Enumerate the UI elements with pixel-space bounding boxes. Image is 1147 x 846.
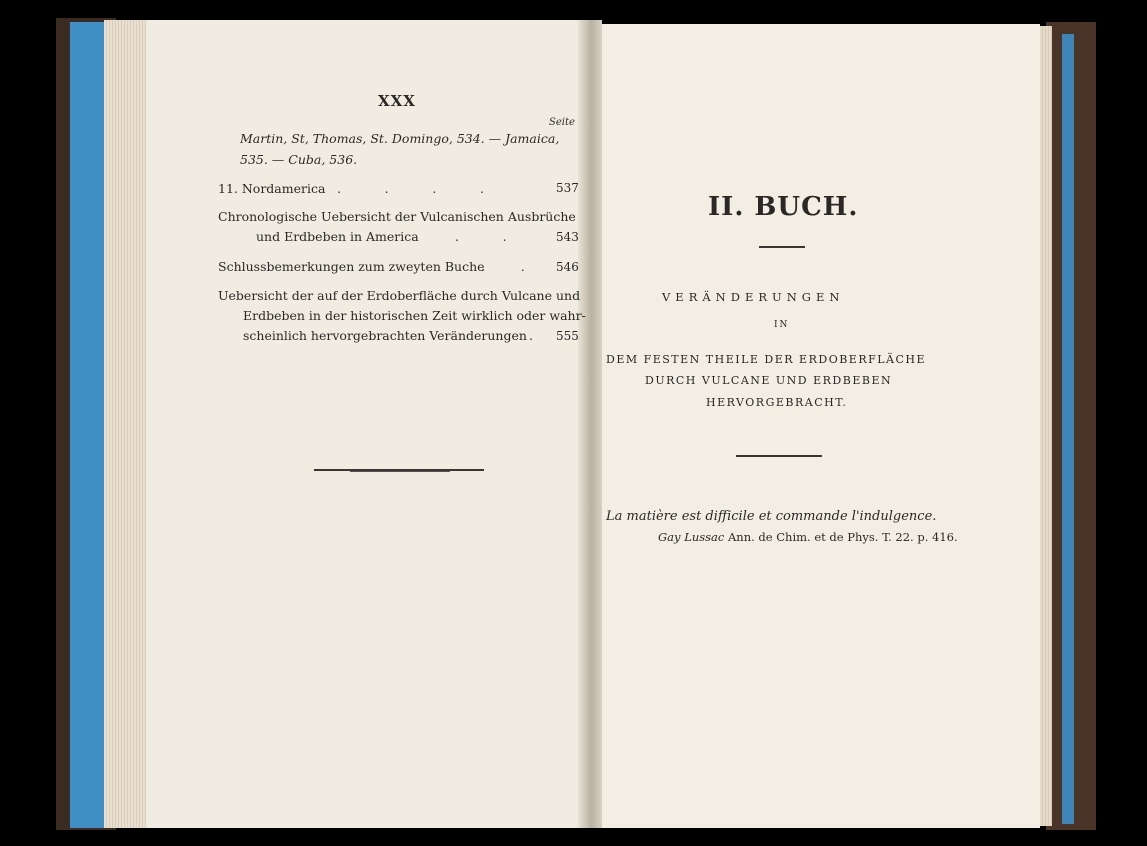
toc-leader-dots: . .	[481, 259, 525, 274]
toc-entry-chronologische-line-2: und Erdbeben in America	[256, 229, 419, 244]
ornament-rule	[736, 455, 822, 457]
title-rule	[759, 246, 805, 248]
toc-leader-dots: .	[529, 328, 533, 343]
citation-source: Ann. de Chim. et de Phys. T. 22. p. 416.	[728, 530, 958, 544]
toc-entry-schlussbemerkungen: Schlussbemerkungen zum zweyten Buche	[218, 259, 485, 274]
toc-page-number: 537	[556, 181, 579, 195]
epigraph: La matière est difficile et commande l'indulgence.	[606, 509, 937, 524]
toc-entry-uebersicht-line-3: scheinlich hervorgebrachten Veränderungen	[243, 328, 527, 343]
book-cover-right-blue	[1062, 34, 1074, 824]
toc-entry-chronologische-line-1: Chronologische Uebersicht der Vulcanischen Ausbrüche	[218, 209, 576, 224]
toc-page-number: 546	[556, 260, 579, 274]
toc-leader-dots: . .	[455, 229, 507, 244]
toc-leader-dots: . . . .	[337, 181, 485, 196]
toc-entry-uebersicht-line-1: Uebersicht der auf der Erdoberfläche durch Vulcane und	[218, 288, 581, 303]
book-title: II. BUCH.	[708, 192, 859, 222]
right-page	[590, 24, 1040, 828]
subtitle-line-2: IN	[774, 320, 790, 330]
subtitle-line-5: HERVORGEBRACHT.	[706, 396, 848, 409]
subtitle-line-1: VERÄNDERUNGEN	[662, 290, 845, 304]
toc-page-number: 555	[556, 329, 579, 343]
epigraph-citation	[658, 530, 958, 544]
end-rule-ornament	[350, 471, 450, 472]
page-header-roman-numeral: XXX	[378, 92, 416, 110]
book-cover-left-blue	[70, 22, 104, 828]
subtitle-line-3: DEM FESTEN THEILE DER ERDOBERFLÄCHE	[606, 353, 927, 366]
toc-entry-nordamerica: 11. Nordamerica	[218, 181, 326, 196]
toc-page-number: 543	[556, 230, 579, 244]
toc-continuation-line-2: 535. — Cuba, 536.	[240, 152, 358, 167]
page-edges-left	[104, 20, 148, 828]
subtitle-line-4: DURCH VULCANE UND ERDBEBEN	[645, 374, 893, 387]
book-gutter	[578, 20, 602, 828]
citation-author: Gay Lussac	[658, 530, 725, 544]
toc-entry-uebersicht-line-2: Erdbeben in der historischen Zeit wirklich oder wahr-	[243, 308, 586, 323]
seite-label: Seite	[549, 117, 575, 128]
toc-continuation-line-1: Martin, St, Thomas, St. Domingo, 534. — Jamaica,	[240, 131, 560, 146]
